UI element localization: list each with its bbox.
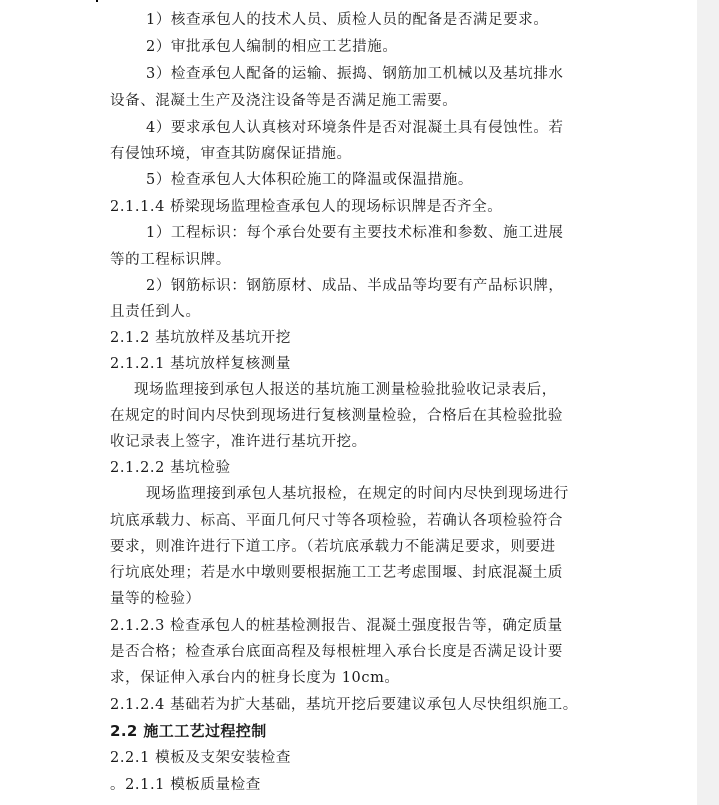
text-line: 且责任到人。 [110,304,201,320]
text-line: 3）检查承包人配备的运输、振捣、钢筋加工机械以及基坑排水 [146,66,564,82]
text-line: 等的工程标识牌。 [110,252,231,268]
text-line: 设备、混凝土生产及浇注设备等是否满足施工需要。 [110,93,458,109]
text-line: 行坑底处理；若是水中墩则要根据施工工艺考虑围堰、封底混凝土质 [110,565,563,581]
section-heading: 2.1.2.4 基础若为扩大基础，基坑开挖后要建议承包人尽快组织施工。 [110,697,578,713]
text-line: 4）要求承包人认真核对环境条件是否对混凝土具有侵蚀性。若 [146,120,564,136]
page-corner-mark [96,0,98,2]
text-line: 1）工程标识：每个承台处要有主要技术标准和参数、施工进展 [146,225,564,241]
text-line: 5）检查承包人大体积砼施工的降温或保温措施。 [146,172,473,188]
text-line: 求，保证伸入承台内的桩身长度为 10cm。 [110,670,400,686]
section-heading: 2.2.1 模板及支架安装检查 [110,750,292,766]
section-heading: 。2.1.1 模板质量检查 [110,777,261,793]
text-line: 在规定的时间内尽快到现场进行复核测量检验，合格后在其检验批验 [110,408,563,424]
text-line: 1）核查承包人的技术人员、质检人员的配备是否满足要求。 [146,12,549,28]
window-background-edge [697,0,719,805]
text-line: 2）钢筋标识：钢筋原材、成品、半成品等均要有产品标识牌， [146,278,564,294]
text-line: 是否合格；检查承台底面高程及每根桩埋入承台长度是否满足设计要 [110,644,563,660]
text-line: 量等的检验） [110,591,201,607]
section-heading: 2.1.2 基坑放样及基坑开挖 [110,330,292,346]
text-line: 收记录表上签字，准许进行基坑开挖。 [110,434,367,450]
text-line: 现场监理接到承包人报送的基坑施工测量检验批验收记录表后， [134,382,557,398]
text-line: 现场监理接到承包人基坑报检，在规定的时间内尽快到现场进行 [146,486,569,502]
text-line: 要求，则准许进行下道工序。（若坑底承载力不能满足要求，则要进 [110,539,556,555]
section-heading: 2.1.2.1 基坑放样复核测量 [110,356,291,372]
section-heading: 2.1.2.3 检查承包人的桩基检测报告、混凝土强度报告等，确定质量 [110,618,563,634]
section-heading: 2.1.2.2 基坑检验 [110,460,231,476]
text-line: 坑底承载力、标高、平面几何尺寸等各项检验，若确认各项检验符合 [110,513,563,529]
section-heading: 2.1.1.4 桥梁现场监理检查承包人的现场标识牌是否齐全。 [110,199,503,215]
text-line: 有侵蚀环境，审查其防腐保证措施。 [110,146,352,162]
bold-section-heading: 2.2 施工工艺过程控制 [110,722,267,740]
text-line: 2）审批承包人编制的相应工艺措施。 [146,39,398,55]
